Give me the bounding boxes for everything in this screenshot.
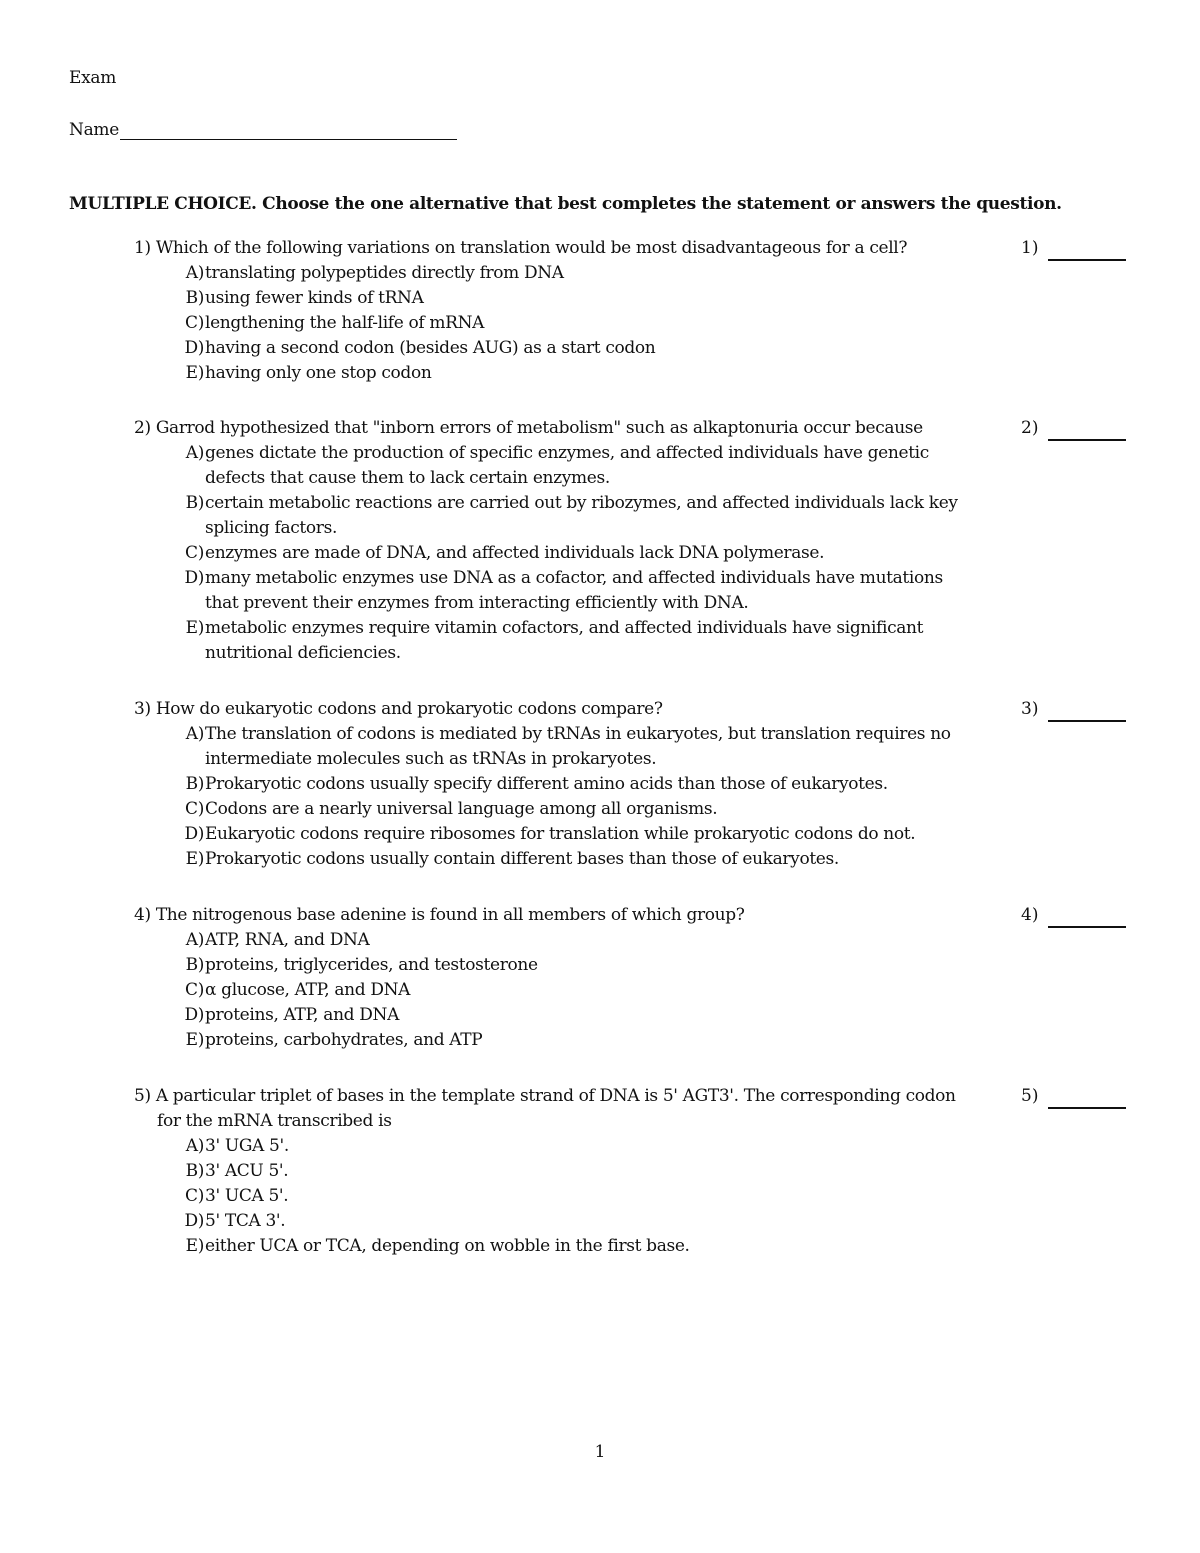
option-text: many metabolic enzymes use DNA as a cofactor, and affected individuals have mutations that prevent their enzymes from interacting efficiently with DNA. [205, 568, 943, 613]
option-text: genes dictate the production of specific enzymes, and affected individuals have genetic defects that cause them to lack certain enzymes. [205, 443, 929, 488]
option-label: B) [185, 955, 204, 975]
option-text: certain metabolic reactions are carried out by ribozymes, and affected individuals lack key splicing factors. [205, 493, 958, 538]
option-label: B) [185, 774, 204, 794]
option-text: α glucose, ATP, and DNA [205, 980, 411, 1000]
option-c[interactable] [180, 541, 980, 566]
answer-slot-label: 2) [1021, 418, 1039, 438]
option-a[interactable] [180, 261, 980, 286]
option-e[interactable] [180, 616, 980, 666]
instructions: MULTIPLE CHOICE. Choose the one alternative that best completes the statement or answers the question. [69, 194, 1062, 214]
answer-blank-line[interactable] [1048, 421, 1126, 441]
option-c[interactable] [180, 1184, 980, 1209]
option-b[interactable] [180, 491, 980, 541]
option-text: translating polypeptides directly from DNA [205, 263, 564, 283]
option-text: Prokaryotic codons usually specify different amino acids than those of eukaryotes. [205, 774, 888, 794]
option-text: 3' ACU 5'. [205, 1161, 289, 1181]
option-d[interactable] [180, 336, 980, 361]
option-text: Prokaryotic codons usually contain different bases than those of eukaryotes. [205, 849, 839, 869]
option-b[interactable] [180, 286, 980, 311]
answer-blank-line[interactable] [1048, 241, 1126, 261]
question-text: A particular triplet of bases in the template strand of DNA is 5' AGT3'. The corresponding codon [155, 1086, 956, 1106]
option-c[interactable] [180, 978, 980, 1003]
option-label: B) [185, 288, 204, 308]
option-list [180, 1134, 1134, 1259]
option-label: E) [185, 363, 204, 383]
answer-slot-label: 4) [1021, 905, 1039, 925]
option-text: having a second codon (besides AUG) as a start codon [205, 338, 656, 358]
option-text: 3' UGA 5'. [205, 1136, 289, 1156]
option-list [180, 261, 1134, 386]
option-label: A) [185, 263, 204, 283]
option-e[interactable] [180, 847, 980, 872]
answer-slot-label: 3) [1021, 699, 1039, 719]
option-label: D) [184, 568, 204, 588]
option-text: proteins, carbohydrates, and ATP [205, 1030, 483, 1050]
option-e[interactable] [180, 1234, 980, 1259]
option-text: 5' TCA 3'. [205, 1211, 286, 1231]
page-number: 1 [594, 1442, 606, 1462]
option-list [180, 722, 1134, 872]
option-list [180, 928, 1134, 1053]
question-number: 2) [134, 418, 151, 438]
option-text: Codons are a nearly universal language among all organisms. [205, 799, 718, 819]
option-a[interactable] [180, 1134, 980, 1159]
question-text: The nitrogenous base adenine is found in all members of which group? [155, 905, 745, 925]
option-label: A) [185, 443, 204, 463]
option-text: ATP, RNA, and DNA [205, 930, 370, 950]
option-label: D) [184, 824, 204, 844]
answer-slot-4 [1021, 903, 1126, 928]
option-d[interactable] [180, 1003, 980, 1028]
option-label: D) [184, 338, 204, 358]
option-label: C) [185, 313, 204, 333]
answer-slot-3 [1021, 697, 1126, 722]
name-label: Name [69, 120, 119, 140]
option-a[interactable] [180, 722, 980, 772]
option-label: D) [184, 1211, 204, 1231]
question-4 [134, 903, 1134, 1053]
option-c[interactable] [180, 311, 980, 336]
option-text: metabolic enzymes require vitamin cofactors, and affected individuals have significant nutritional deficiencies. [205, 618, 924, 663]
question-number: 1) [134, 238, 151, 258]
option-label: E) [185, 1030, 204, 1050]
option-label: B) [185, 1161, 204, 1181]
option-list [180, 441, 1134, 666]
option-label: D) [184, 1005, 204, 1025]
option-label: C) [185, 980, 204, 1000]
option-text: Eukaryotic codons require ribosomes for translation while prokaryotic codons do not. [205, 824, 916, 844]
question-stem [134, 697, 994, 722]
option-text: either UCA or TCA, depending on wobble in the first base. [205, 1236, 690, 1256]
option-c[interactable] [180, 797, 980, 822]
question-stem [134, 416, 994, 441]
option-label: A) [185, 930, 204, 950]
option-e[interactable] [180, 1028, 980, 1053]
answer-blank-line[interactable] [1048, 1089, 1126, 1109]
option-label: E) [185, 1236, 204, 1256]
question-5 [134, 1084, 1134, 1259]
option-d[interactable] [180, 822, 980, 847]
option-text: having only one stop codon [205, 363, 432, 383]
option-text: enzymes are made of DNA, and affected individuals lack DNA polymerase. [205, 543, 825, 563]
question-stem [134, 1084, 994, 1134]
question-number: 5) [134, 1086, 151, 1106]
option-text: 3' UCA 5'. [205, 1186, 289, 1206]
question-text: How do eukaryotic codons and prokaryotic codons compare? [155, 699, 663, 719]
question-1 [134, 236, 1134, 386]
option-text: The translation of codons is mediated by tRNAs in eukaryotes, but translation requires no intermediate molecules such as tRNAs in prokaryotes. [205, 724, 951, 769]
option-a[interactable] [180, 928, 980, 953]
question-text-continued: for the mRNA transcribed is [157, 1111, 392, 1131]
answer-slot-label: 1) [1021, 238, 1039, 258]
option-label: A) [185, 724, 204, 744]
option-b[interactable] [180, 1159, 980, 1184]
option-text: proteins, triglycerides, and testosterone [205, 955, 538, 975]
option-label: C) [185, 543, 204, 563]
question-text: Garrod hypothesized that "inborn errors of metabolism" such as alkaptonuria occur because [155, 418, 923, 438]
option-d[interactable] [180, 566, 980, 616]
option-text: using fewer kinds of tRNA [205, 288, 424, 308]
option-label: E) [185, 849, 204, 869]
option-label: A) [185, 1136, 204, 1156]
option-b[interactable] [180, 772, 980, 797]
option-label: E) [185, 618, 204, 638]
question-2 [134, 416, 1134, 666]
option-d[interactable] [180, 1209, 980, 1234]
option-b[interactable] [180, 953, 980, 978]
option-a[interactable] [180, 441, 980, 491]
option-label: C) [185, 1186, 204, 1206]
question-text: Which of the following variations on translation would be most disadvantageous for a cell? [155, 238, 908, 258]
option-text: proteins, ATP, and DNA [205, 1005, 399, 1025]
question-3 [134, 697, 1134, 872]
option-label: B) [185, 493, 204, 513]
option-e[interactable] [180, 361, 980, 386]
question-stem [134, 903, 994, 928]
name-blank-line[interactable] [120, 119, 457, 140]
answer-blank-line[interactable] [1048, 908, 1126, 928]
question-number: 4) [134, 905, 151, 925]
answer-slot-2 [1021, 416, 1126, 441]
answer-slot-label: 5) [1021, 1086, 1039, 1106]
question-number: 3) [134, 699, 151, 719]
name-field-row [69, 119, 457, 140]
exam-title: Exam [69, 68, 117, 88]
question-stem [134, 236, 994, 261]
answer-blank-line[interactable] [1048, 702, 1126, 722]
answer-slot-1 [1021, 236, 1126, 261]
option-label: C) [185, 799, 204, 819]
option-text: lengthening the half-life of mRNA [205, 313, 485, 333]
answer-slot-5 [1021, 1084, 1126, 1109]
